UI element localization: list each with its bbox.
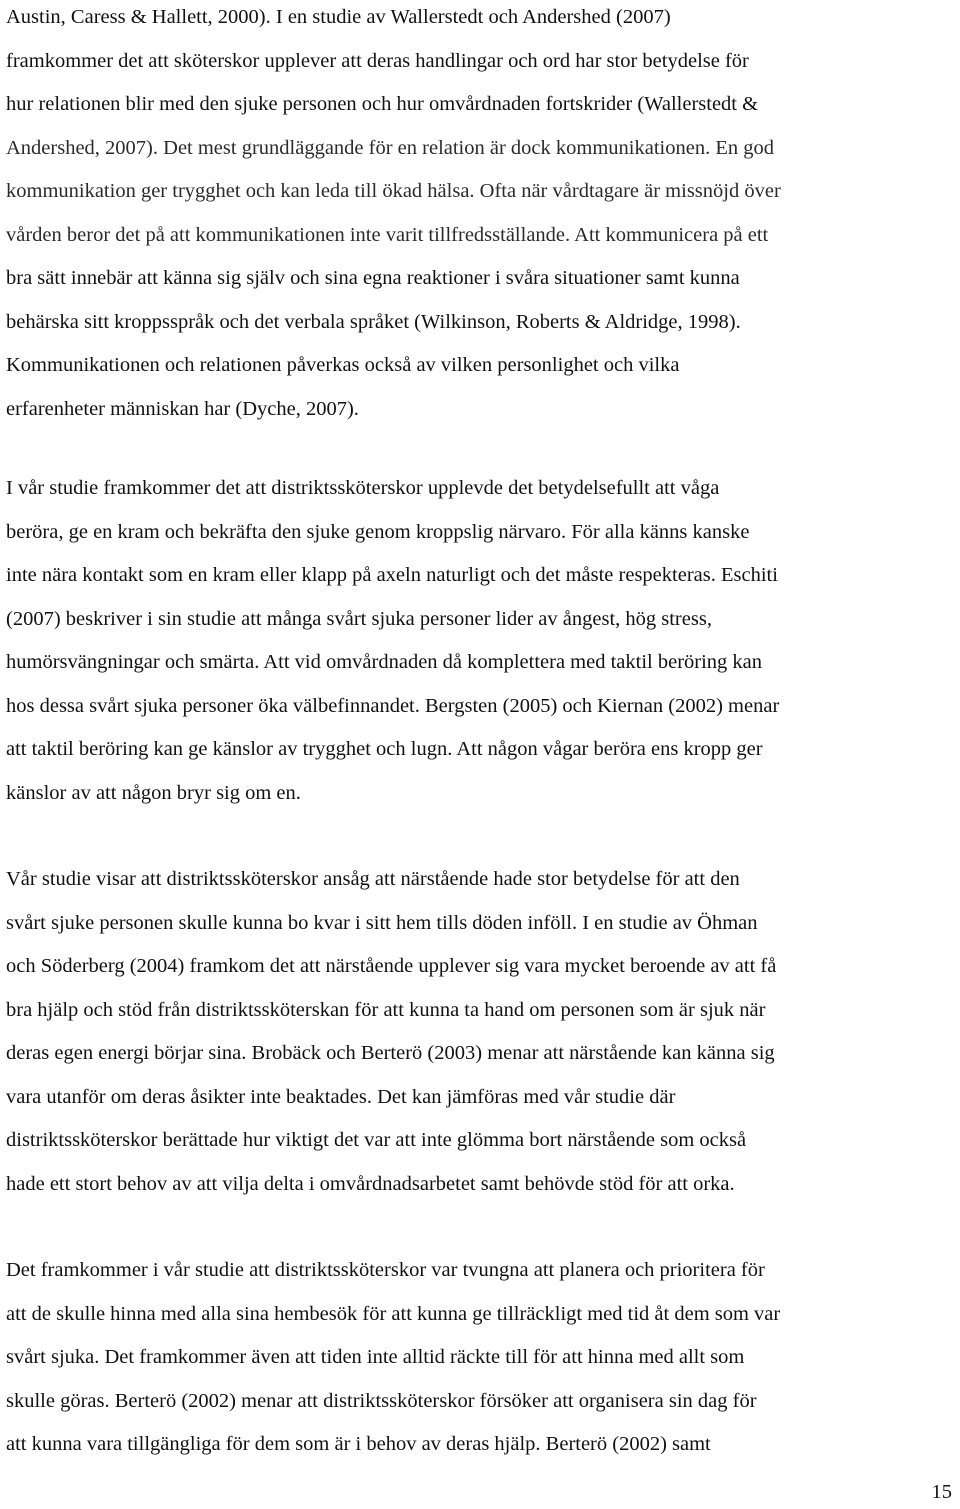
text-line: bra hjälp och stöd från distriktssköterskan för att kunna ta hand om personen som är sjuk när bbox=[6, 998, 766, 1021]
paragraph-touch bbox=[6, 467, 958, 815]
text-line: Kommunikationen och relationen påverkas också av vilken personlighet och vilka bbox=[6, 354, 680, 376]
text-line: hade ett stort behov av att vilja delta i omvårdnadsarbetet samt behövde stöd för att orka. bbox=[6, 1172, 735, 1195]
paragraph-relatives bbox=[6, 858, 958, 1206]
text-line: hur relationen blir med den sjuke personen och hur omvårdnaden fortskrider (Wallerstedt & bbox=[6, 93, 759, 115]
text-line: Andershed, 2007). Det mest grundläggande för en relation är dock kommunikationen. En god bbox=[6, 136, 774, 159]
text-line: Vår studie visar att distriktssköterskor ansåg att närstående hade stor betydelse för att den bbox=[6, 868, 740, 890]
text-line: framkommer det att sköterskor upplever att deras handlingar och ord har stor betydelse för bbox=[6, 49, 749, 72]
text-line: att taktil beröring kan ge känslor av trygghet och lugn. Att någon vågar beröra ens kropp ger bbox=[6, 738, 763, 760]
paragraph-communication bbox=[6, 0, 958, 431]
paragraph-planning bbox=[6, 1249, 958, 1467]
text-line: beröra, ge en kram och bekräfta den sjuke genom kroppslig närvaro. För alla känns kanske bbox=[6, 520, 750, 543]
page-number: 15 bbox=[931, 1481, 952, 1503]
text-line: Det framkommer i vår studie att distriktssköterskor var tvungna att planera och prioritera för bbox=[6, 1259, 765, 1281]
text-line: (2007) beskriver i sin studie att många svårt sjuka personer lider av ångest, hög stress, bbox=[6, 607, 712, 630]
text-line: att kunna vara tillgängliga för dem som är i behov av deras hjälp. Berterö (2002) samt bbox=[6, 1433, 711, 1455]
text-line: svårt sjuka. Det framkommer även att tiden inte alltid räckte till för att hinna med allt som bbox=[6, 1346, 745, 1368]
text-line: humörsvängningar och smärta. Att vid omvårdnaden då komplettera med taktil beröring kan bbox=[6, 651, 763, 673]
text-line: hos dessa svårt sjuka personer öka välbefinnandet. Bergsten (2005) och Kiernan (2002) menar bbox=[6, 694, 780, 717]
text-line: distriktssköterskor berättade hur viktigt det var att inte glömma bort närstående som också bbox=[6, 1129, 747, 1151]
text-line: skulle göras. Berterö (2002) menar att distriktssköterskor försöker att organisera sin dag för bbox=[6, 1389, 757, 1412]
text-line: kommunikation ger trygghet och kan leda till ökad hälsa. Ofta när vårdtagare är missnöjd över bbox=[6, 180, 781, 202]
text-line: inte nära kontakt som en kram eller klapp på axeln naturligt och det måste respekteras. Eschiti bbox=[6, 564, 778, 586]
text-line: behärska sitt kroppsspråk och det verbala språket (Wilkinson, Roberts & Aldridge, 1998). bbox=[6, 310, 741, 333]
text-line: I vår studie framkommer det att distriktssköterskor upplevde det betydelsefullt att våga bbox=[6, 477, 720, 499]
text-line: känslor av att någon bryr sig om en. bbox=[6, 781, 301, 804]
text-line: bra sätt innebär att känna sig själv och sina egna reaktioner i svåra situationer samt kunna bbox=[6, 267, 740, 289]
text-line: vara utanför om deras åsikter inte beaktades. Det kan jämföras med vår studie där bbox=[6, 1085, 676, 1108]
text-line: att de skulle hinna med alla sina hembesök för att kunna ge tillräckligt med tid åt dem som var bbox=[6, 1302, 781, 1325]
text-line: Austin, Caress & Hallett, 2000). I en studie av Wallerstedt och Andershed (2007) bbox=[6, 6, 671, 28]
text-line: svårt sjuke personen skulle kunna bo kvar i sitt hem tills döden inföll. I en studie av Öhman bbox=[6, 911, 758, 934]
text-line: vården beror det på att kommunikationen inte varit tillfredsställande. Att kommunicera på ett bbox=[6, 223, 769, 246]
text-line: deras egen energi börjar sina. Brobäck och Berterö (2003) menar att närstående kan känna sig bbox=[6, 1042, 775, 1064]
text-line: erfarenheter människan har (Dyche, 2007). bbox=[6, 397, 359, 420]
text-line: och Söderberg (2004) framkom det att närstående upplever sig vara mycket beroende av att få bbox=[6, 955, 777, 977]
